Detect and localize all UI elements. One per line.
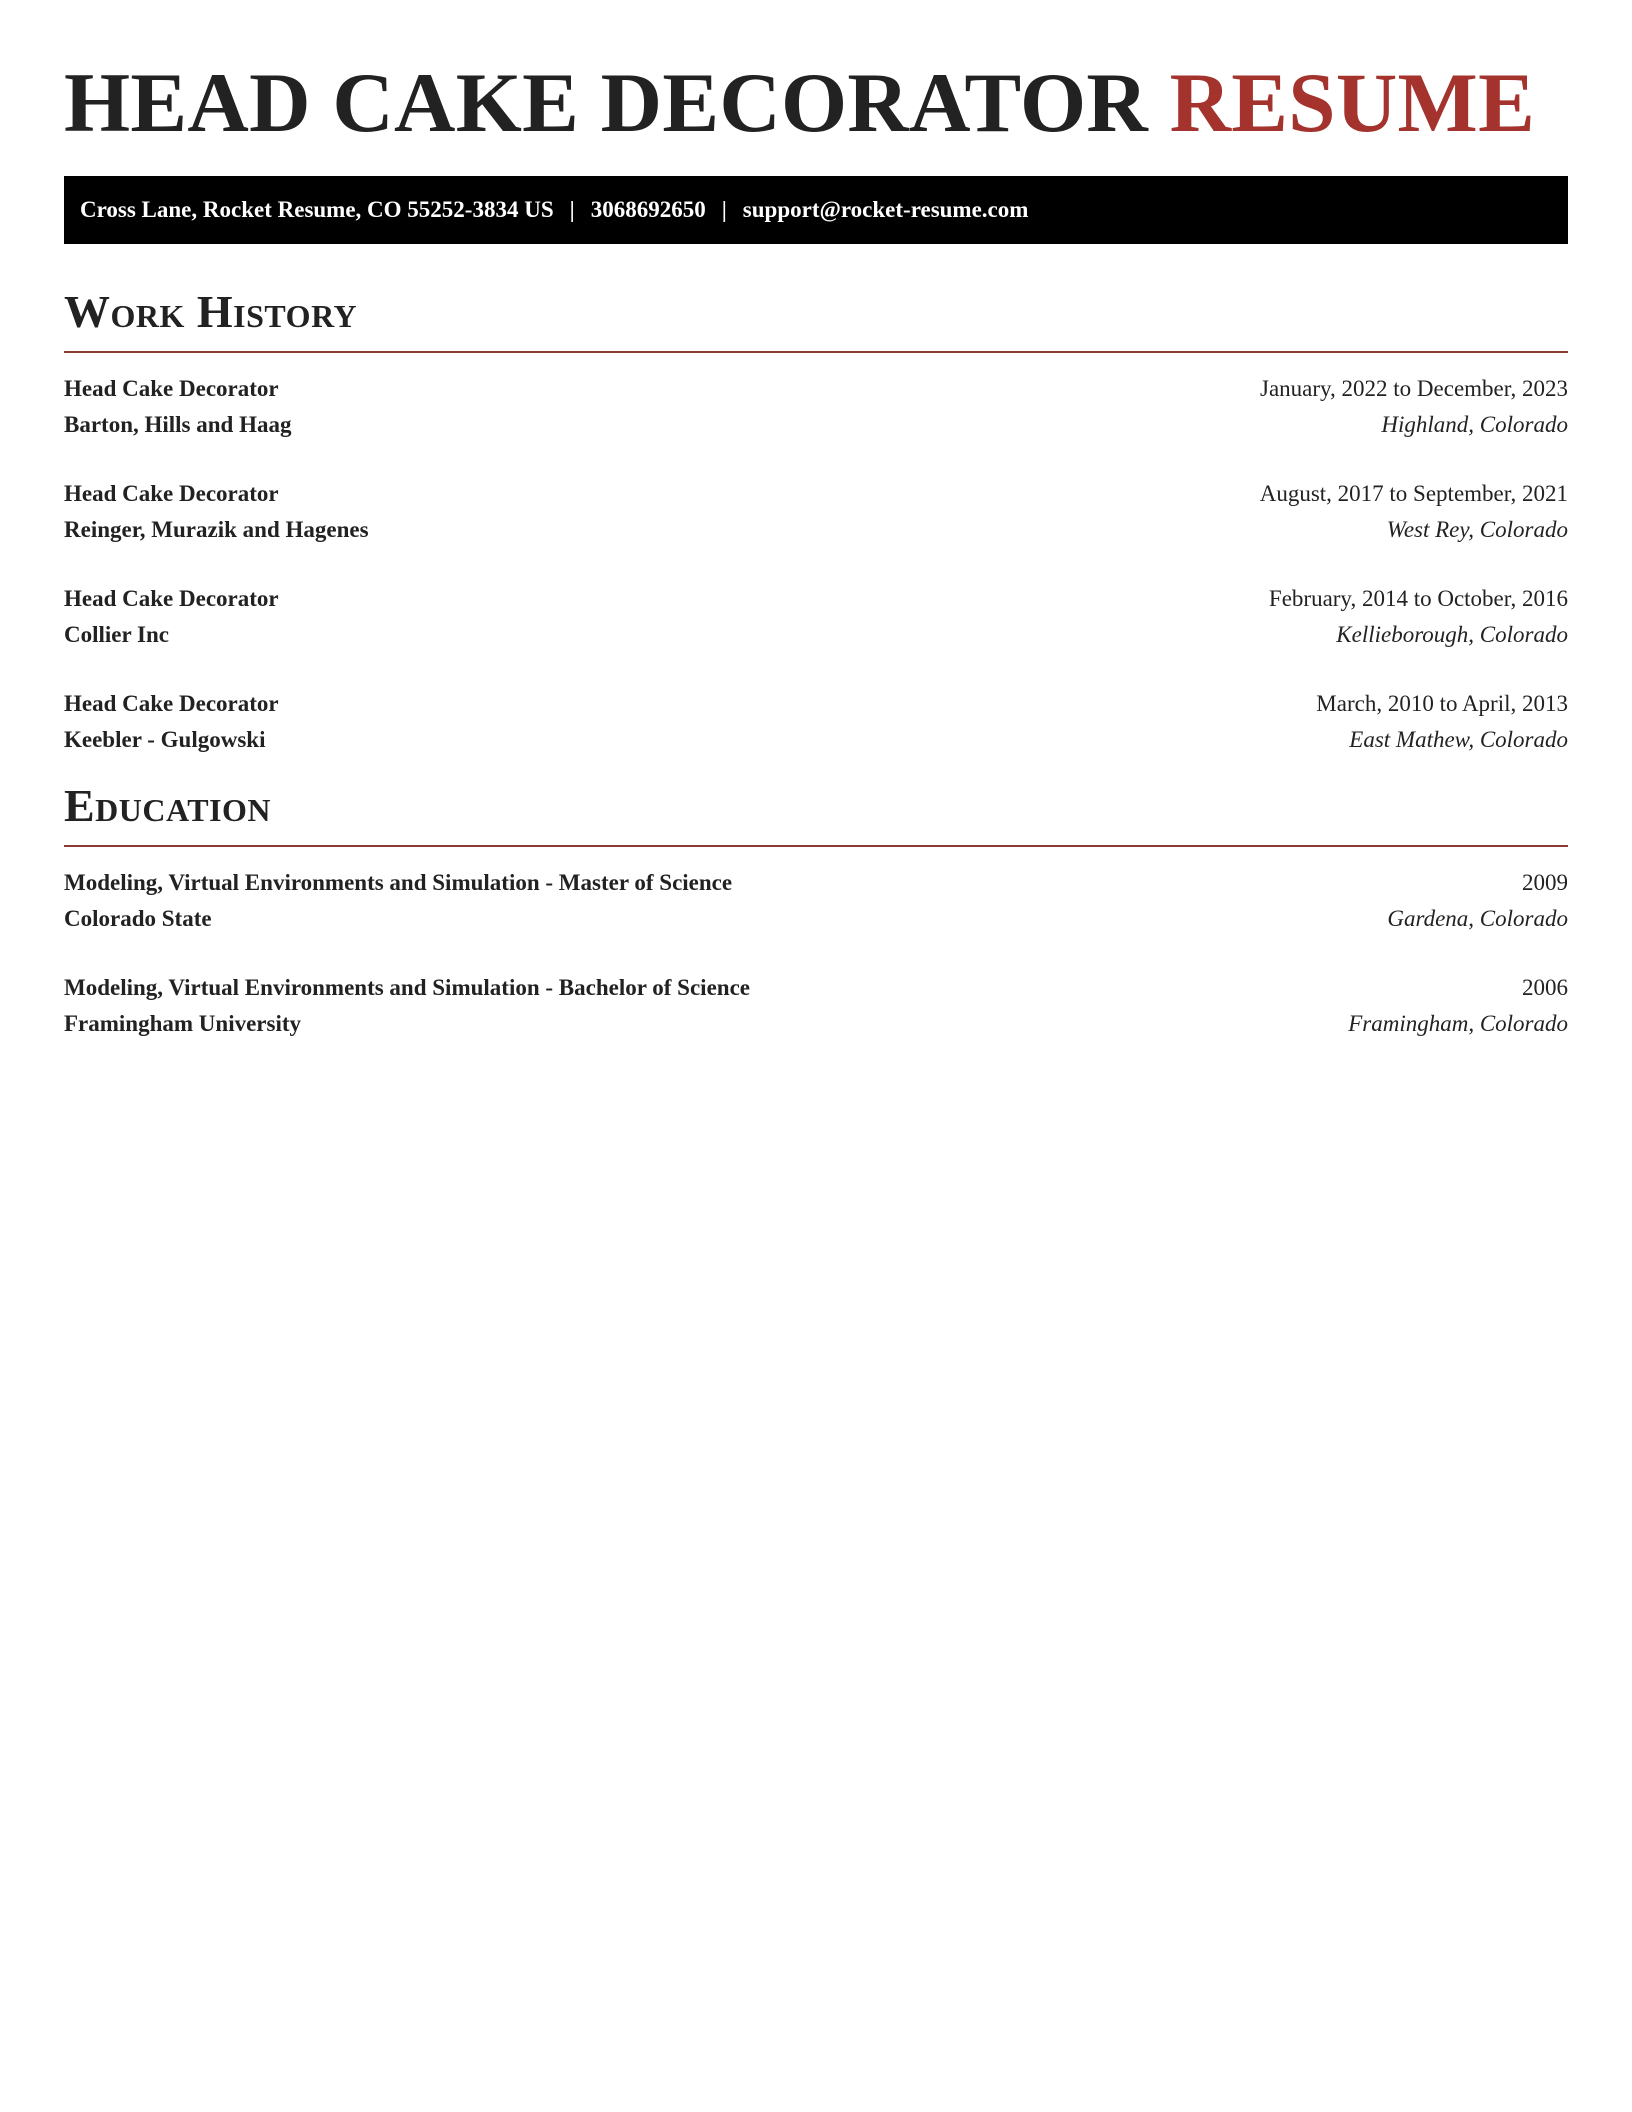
job-title: Head Cake Decorator <box>64 376 279 401</box>
job-title: Head Cake Decorator <box>64 481 279 506</box>
company-name: Keebler - Gulgowski <box>64 727 266 752</box>
title-main: HEAD CAKE DECORATOR <box>64 56 1149 150</box>
education-entry <box>64 847 1568 937</box>
school-location: Framingham, Colorado <box>1348 1011 1568 1036</box>
company-name: Collier Inc <box>64 622 169 647</box>
contact-bar <box>64 176 1568 244</box>
contact-separator: | <box>569 197 575 222</box>
company-name: Reinger, Murazik and Hagenes <box>64 517 369 542</box>
company-name: Barton, Hills and Haag <box>64 412 292 437</box>
section-heading-work-history: Work History <box>64 286 358 337</box>
school-name: Framingham University <box>64 1011 302 1036</box>
degree-name: Modeling, Virtual Environments and Simulation - Master of Science <box>64 870 733 895</box>
job-dates: January, 2022 to December, 2023 <box>1260 376 1568 401</box>
job-dates: February, 2014 to October, 2016 <box>1268 586 1568 611</box>
contact-address: Cross Lane, Rocket Resume, CO 55252-3834 US <box>80 197 554 222</box>
job-dates: March, 2010 to April, 2013 <box>1316 691 1568 716</box>
contact-separator: | <box>721 197 727 222</box>
graduation-year: 2006 <box>1522 975 1568 1000</box>
work-entry <box>64 353 1568 443</box>
contact-email: support@rocket-resume.com <box>742 197 1029 222</box>
job-location: Highland, Colorado <box>1381 412 1568 437</box>
job-location: West Rey, Colorado <box>1386 517 1568 542</box>
title-accent: RESUME <box>1169 56 1536 150</box>
section-heading-education: Education <box>64 780 272 831</box>
page-title <box>64 0 1568 151</box>
work-history-section <box>64 284 1568 758</box>
job-dates: August, 2017 to September, 2021 <box>1259 481 1568 506</box>
degree-name: Modeling, Virtual Environments and Simulation - Bachelor of Science <box>64 975 750 1000</box>
work-entry <box>64 653 1568 758</box>
job-location: Kellieborough, Colorado <box>1336 622 1568 647</box>
job-location: East Mathew, Colorado <box>1349 727 1568 752</box>
job-title: Head Cake Decorator <box>64 691 279 716</box>
work-entry <box>64 443 1568 548</box>
contact-phone: 3068692650 <box>590 197 706 222</box>
work-entry <box>64 548 1568 653</box>
education-entry <box>64 937 1568 1042</box>
resume-page <box>64 0 1568 1042</box>
education-section <box>64 778 1568 1042</box>
graduation-year: 2009 <box>1522 870 1568 895</box>
school-location: Gardena, Colorado <box>1387 906 1568 931</box>
job-title: Head Cake Decorator <box>64 586 279 611</box>
school-name: Colorado State <box>64 906 212 931</box>
